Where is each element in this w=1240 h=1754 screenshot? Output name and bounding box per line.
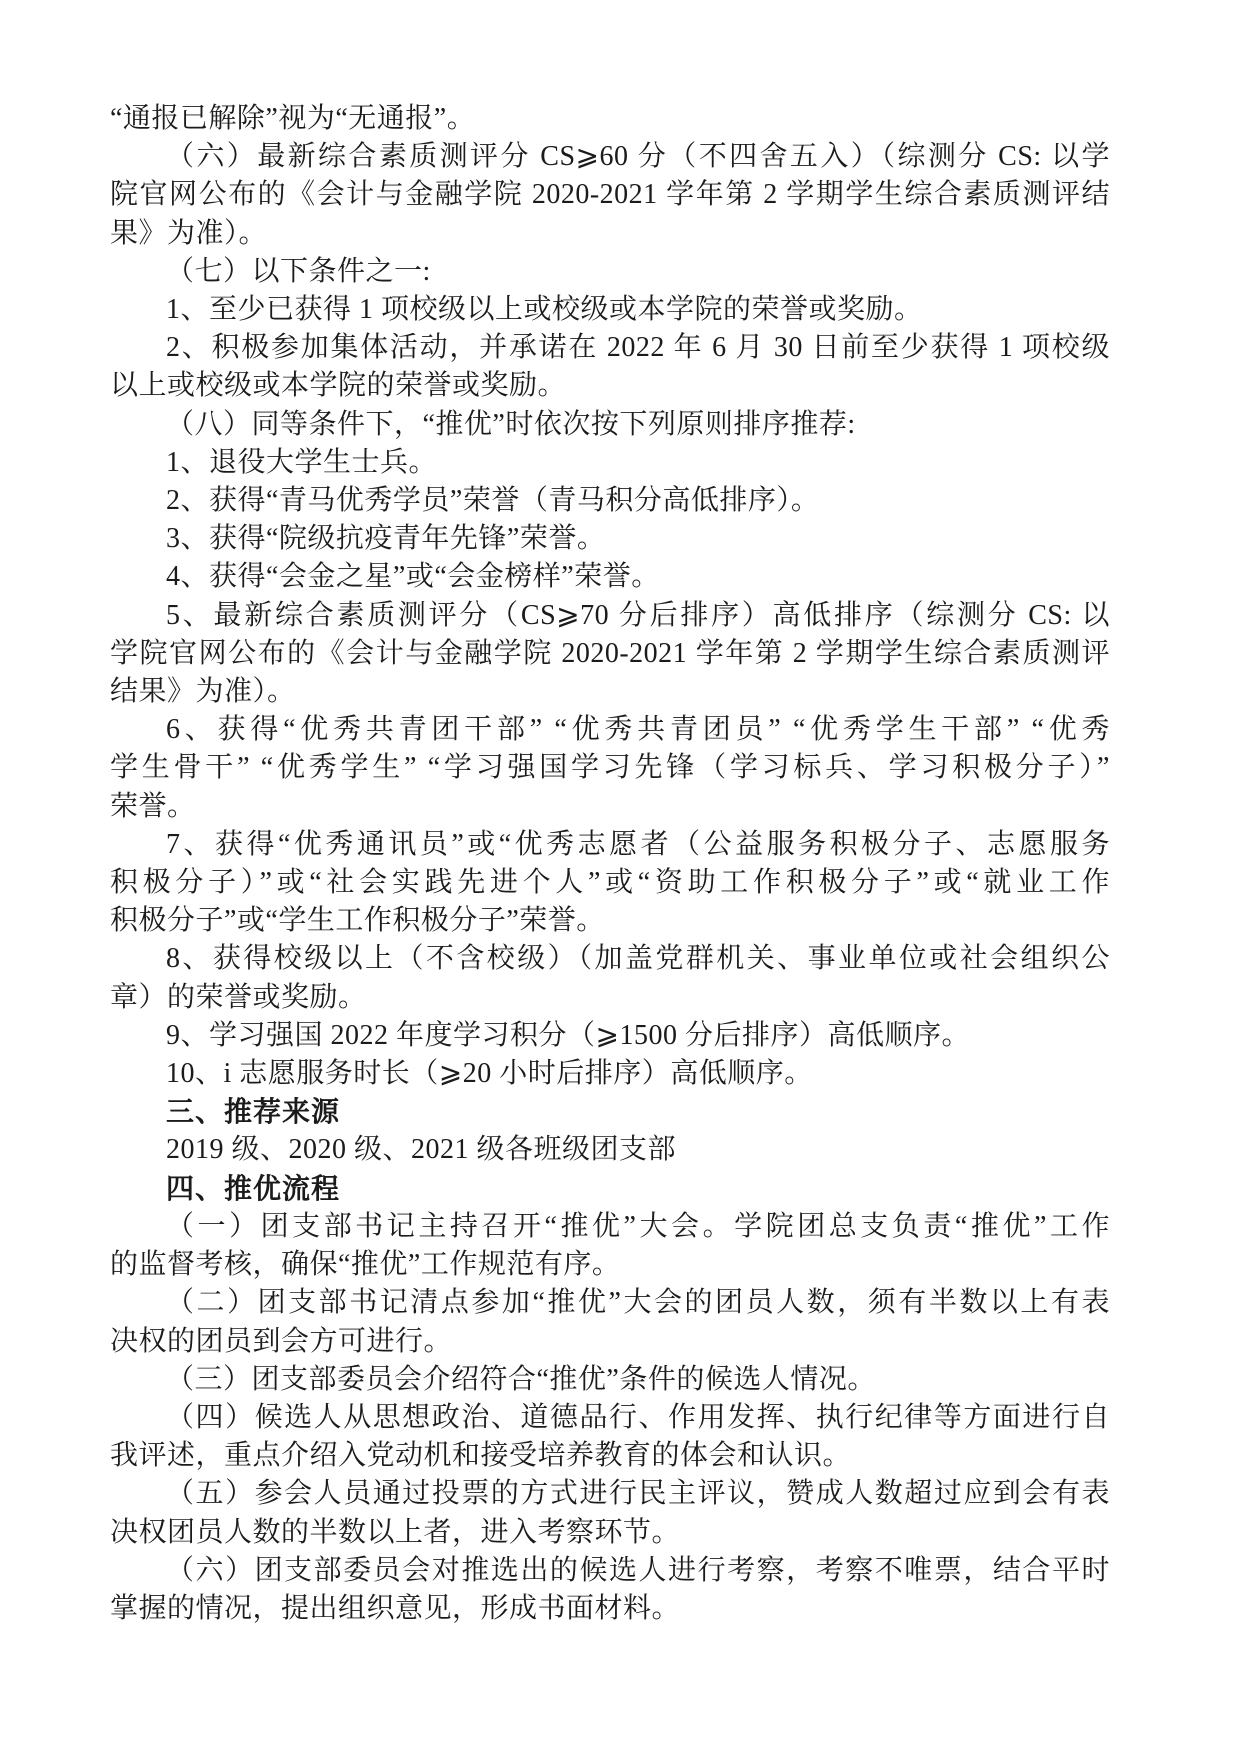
text-line: 决权团员人数的半数以上者，进入考察环节。 — [110, 1516, 681, 1548]
text-line: 章）的荣誉或奖励。 — [110, 981, 367, 1013]
text-line: 1、退役大学生士兵。 — [166, 446, 438, 478]
text-line: 2、积极参加集体活动，并承诺在 2022 年 6 月 30 日前至少获得 1 项校级 — [166, 332, 1110, 364]
text-line: 2、获得“青马优秀学员”荣誉（青马积分高低排序）。 — [166, 485, 820, 517]
text-line: 掌握的情况，提出组织意见，形成书面材料。 — [110, 1592, 681, 1624]
text-line: （六）团支部委员会对推选出的候选人进行考察，考察不唯票，结合平时 — [166, 1554, 1110, 1586]
text-line: （二）团支部书记清点参加“推优”大会的团员人数，须有半数以上有表 — [166, 1287, 1110, 1319]
text-line: （五）参会人员通过投票的方式进行民主评议，赞成人数超过应到会有表 — [166, 1478, 1110, 1510]
text-line: 1、至少已获得 1 项校级以上或校级或本学院的荣誉或奖励。 — [166, 294, 923, 326]
text-line: 决权的团员到会方可进行。 — [110, 1325, 453, 1357]
text-line: 的监督考核，确保“推优”工作规范有序。 — [110, 1249, 621, 1281]
text-line: （八）同等条件下，“推优”时依次按下列原则排序推荐: — [166, 408, 856, 440]
text-line: （六）最新综合素质测评分 CS⩾60 分（不四舍五入）（综测分 CS: 以学 — [166, 141, 1110, 173]
text-block — [110, 100, 1110, 1628]
text-line: （四）候选人从思想政治、道德品行、作用发挥、执行纪律等方面进行自 — [166, 1401, 1110, 1433]
text-line: 5、最新综合素质测评分（CS⩾70 分后排序）高低排序（综测分 CS: 以 — [166, 599, 1110, 631]
text-line: （一）团支部书记主持召开“推优”大会。学院团总支负责“推优”工作 — [166, 1210, 1110, 1242]
section-heading: 三、推荐来源 — [166, 1096, 341, 1128]
text-line: 荣誉。 — [110, 790, 196, 822]
text-line: 果》为准）。 — [110, 217, 268, 249]
text-line: 学生骨干” “优秀学生” “学习强国学习先锋（学习标兵、学习积极分子）” — [110, 752, 1110, 784]
text-line: 8、获得校级以上（不含校级）（加盖党群机关、事业单位或社会组织公 — [166, 943, 1110, 975]
text-line: 学院官网公布的《会计与金融学院 2020-2021 学年第 2 学期学生综合素质测评 — [110, 637, 1110, 669]
text-line: 4、获得“会金之星”或“会金榜样”荣誉。 — [166, 561, 660, 593]
text-line: （七）以下条件之一: — [166, 255, 431, 287]
text-line: 以上或校级或本学院的荣誉或奖励。 — [110, 370, 567, 402]
text-line: 院官网公布的《会计与金融学院 2020-2021 学年第 2 学期学生综合素质测评结 — [110, 179, 1110, 211]
text-line: 2019 级、2020 级、2021 级各班级团支部 — [166, 1134, 677, 1166]
text-line: 我评述，重点介绍入党动机和接受培养教育的体会和认识。 — [110, 1440, 852, 1472]
text-line: （三）团支部委员会介绍符合“推优”条件的候选人情况。 — [166, 1363, 876, 1395]
text-line: 10、i 志愿服务时长（⩾20 小时后排序）高低顺序。 — [166, 1058, 813, 1090]
text-line: 9、学习强国 2022 年度学习积分（⩾1500 分后排序）高低顺序。 — [166, 1019, 970, 1051]
text-line: 6、获得“优秀共青团干部” “优秀共青团员” “优秀学生干部” “优秀 — [166, 714, 1110, 746]
section-heading: 四、推优流程 — [166, 1172, 341, 1204]
text-line: “通报已解除”视为“无通报”。 — [110, 103, 476, 134]
text-line: 3、获得“院级抗疫青年先锋”荣誉。 — [166, 523, 606, 555]
text-line: 积极分子”或“学生工作积极分子”荣誉。 — [110, 905, 605, 937]
text-line: 结果》为准）。 — [110, 676, 296, 708]
text-line: 7、获得“优秀通讯员”或“优秀志愿者（公益服务积极分子、志愿服务 — [166, 828, 1110, 860]
text-line: 积极分子）”或“社会实践先进个人”或“资助工作积极分子”或“就业工作 — [110, 867, 1110, 899]
